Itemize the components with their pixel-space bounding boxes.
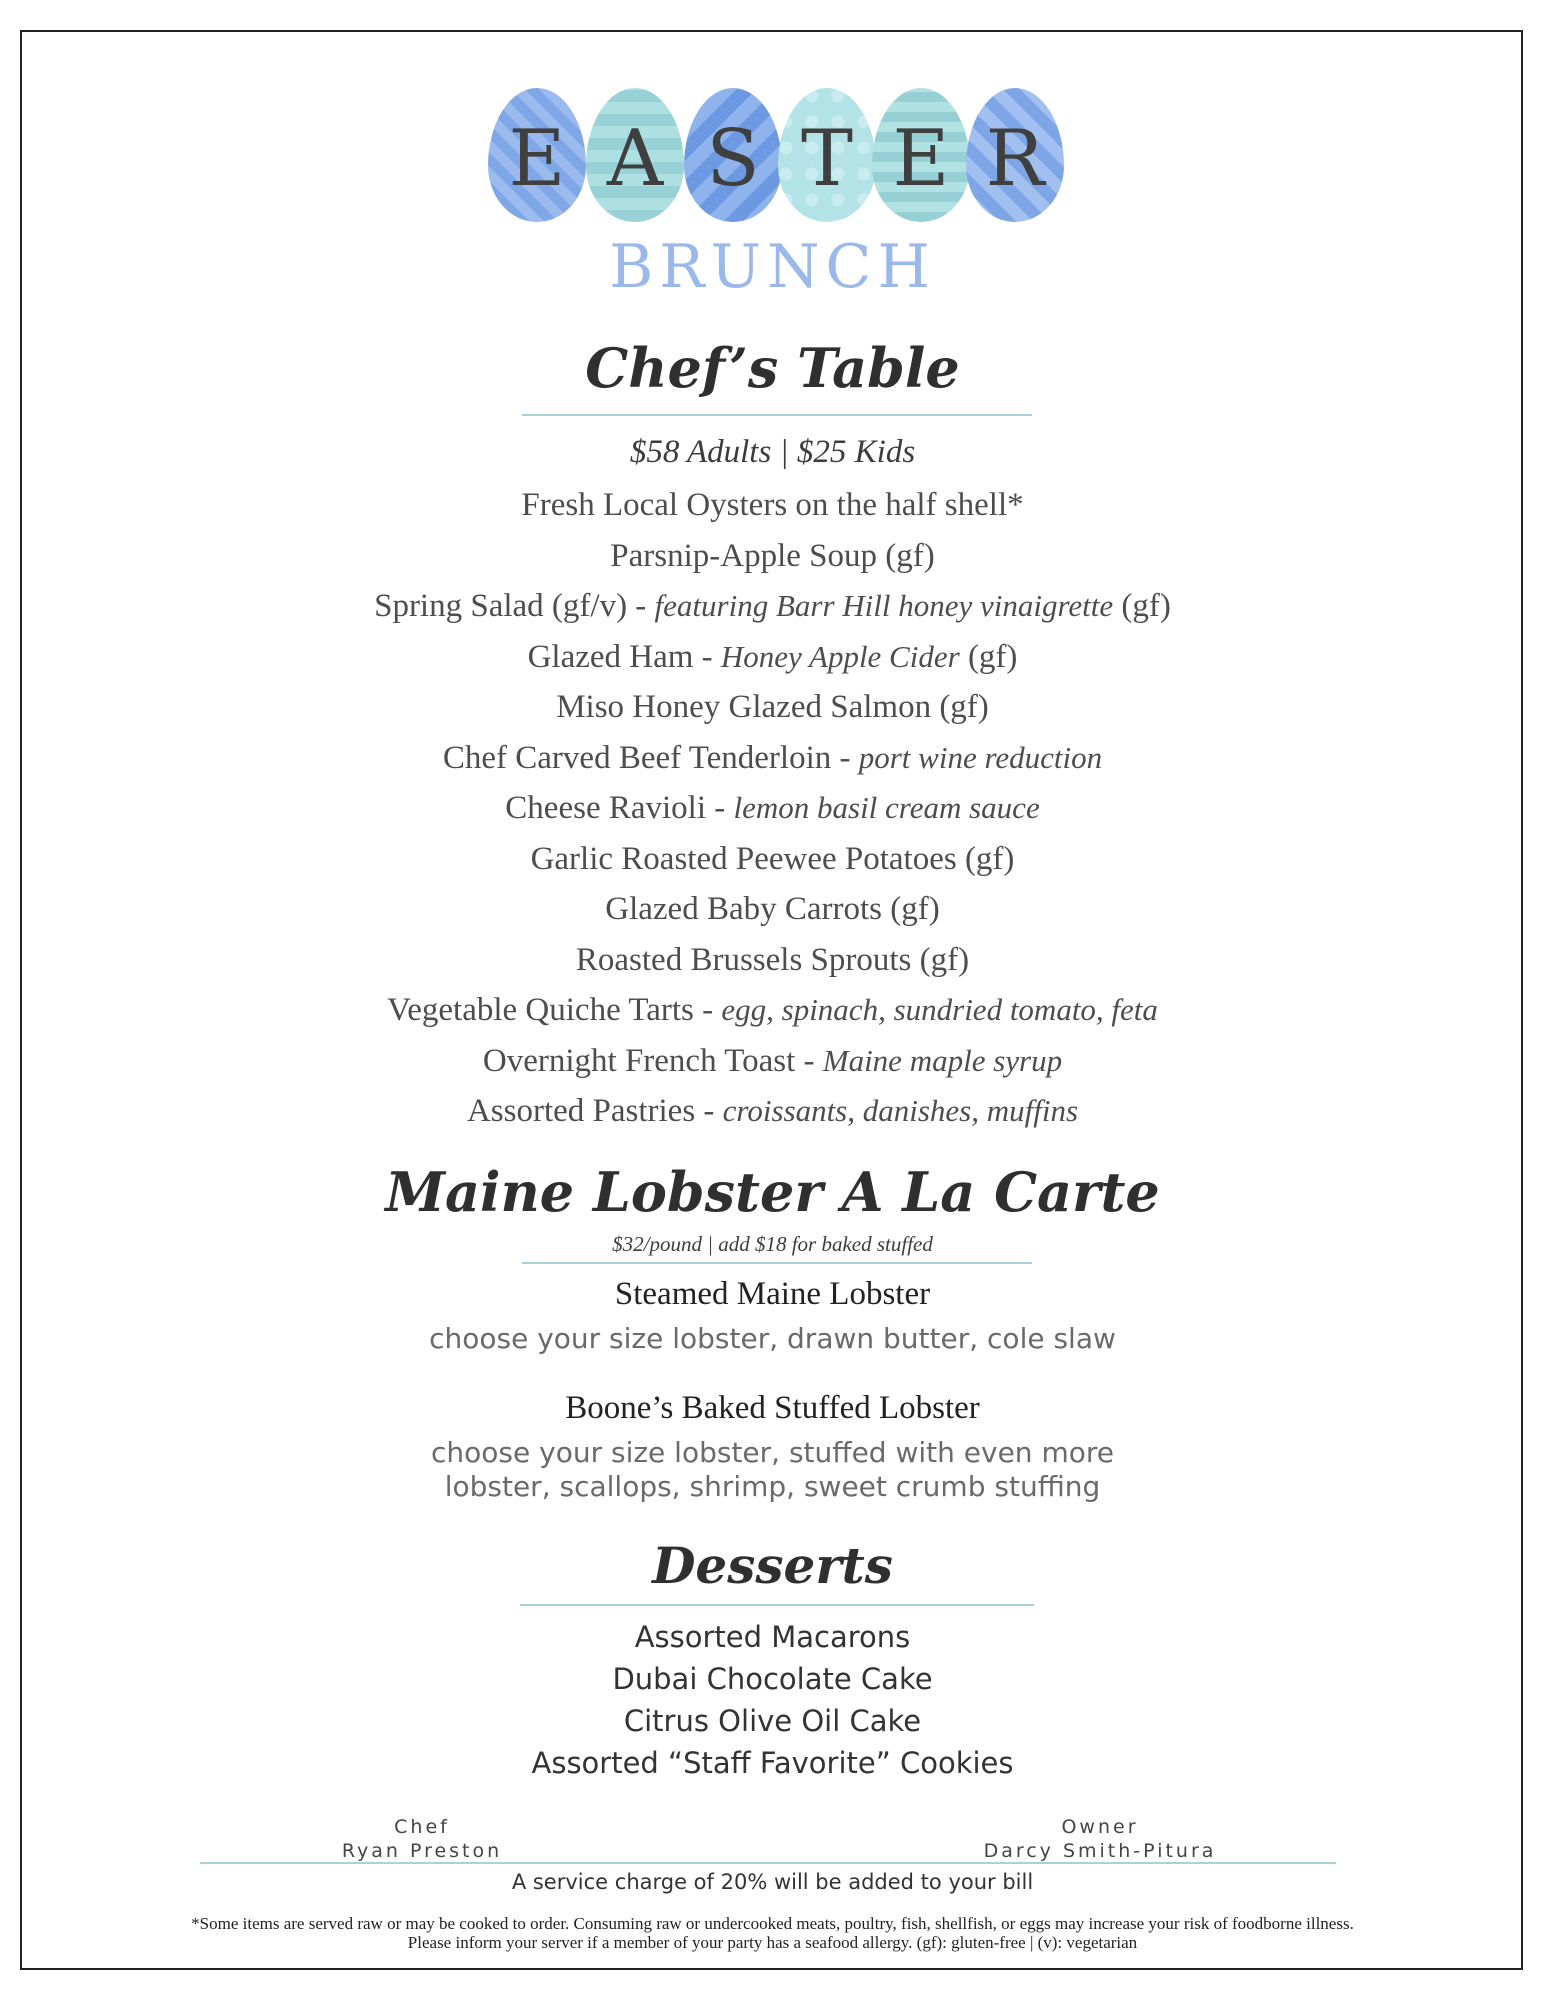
dessert-item: Assorted Macarons	[634, 1620, 911, 1654]
dessert-item: Citrus Olive Oil Cake	[623, 1704, 922, 1738]
dessert-item: Dubai Chocolate Cake	[612, 1662, 933, 1696]
brunch-subtitle: BRUNCH	[609, 232, 936, 302]
menu-item: Overnight French Toast - Maine maple syrup	[482, 1042, 1063, 1079]
service-charge-note: A service charge of 20% will be added to your bill	[511, 1870, 1034, 1894]
divider	[522, 414, 1032, 416]
dessert-item: Assorted “Staff Favorite” Cookies	[531, 1746, 1014, 1780]
menu-item: Garlic Roasted Peewee Potatoes (gf)	[530, 840, 1015, 877]
menu-item: Glazed Ham - Honey Apple Cider (gf)	[527, 638, 1018, 675]
menu-item: Fresh Local Oysters on the half shell*	[521, 487, 1024, 523]
egg-s-icon	[684, 88, 782, 222]
lobster-item-desc: choose your size lobster, drawn butter, cole slaw	[429, 1322, 1116, 1355]
logo-letter: E	[892, 114, 950, 204]
chef-signature	[322, 1815, 522, 1863]
logo-letter: S	[706, 114, 760, 204]
lobster-price: $32/pound | add $18 for baked stuffed	[612, 1232, 933, 1256]
chefs-table-items	[0, 480, 1545, 1137]
menu-item: Parsnip-Apple Soup (gf)	[610, 537, 935, 574]
owner-role: Owner	[1061, 1816, 1139, 1838]
menu-item: Glazed Baby Carrots (gf)	[605, 891, 940, 927]
logo-letter: E	[508, 114, 566, 204]
owner-name: Darcy Smith-Pitura	[983, 1840, 1217, 1862]
disclaimer	[0, 1914, 1545, 1952]
lobster-title: Maine Lobster A La Carte	[385, 1160, 1160, 1224]
menu-item: Roasted Brussels Sprouts (gf)	[575, 941, 970, 978]
divider	[520, 1604, 1034, 1606]
chef-role: Chef	[394, 1816, 450, 1838]
menu-item: Assorted Pastries - croissants, danishes, muffins	[466, 1093, 1079, 1129]
easter-logo	[488, 88, 1068, 238]
logo-letter: A	[606, 114, 664, 204]
logo-letter: R	[985, 114, 1045, 204]
disclaimer-line: *Some items are served raw or may be cooked to order. Consuming raw or undercooked meats, poultry, fish, shellfish, or eggs may increase your risk of foodborne illness.	[191, 1914, 1354, 1933]
divider	[522, 1262, 1032, 1264]
lobster-item-desc: choose your size lobster, stuffed with even more lobster, scallops, shrimp, sweet crumb stuffing	[431, 1436, 1114, 1503]
divider	[200, 1862, 1336, 1864]
chefs-table-title: Chef’s Table	[585, 336, 960, 400]
desserts-title: Desserts	[652, 1536, 893, 1595]
desserts-list	[0, 1616, 1545, 1784]
menu-item: Spring Salad (gf/v) - featuring Barr Hill honey vinaigrette (gf)	[374, 588, 1171, 624]
disclaimer-line: Please inform your server if a member of your party has a seafood allergy. (gf): gluten-free | (v): vegetarian	[407, 1933, 1138, 1952]
chefs-table-price: $58 Adults | $25 Kids	[629, 434, 916, 470]
egg-e-icon	[488, 88, 586, 222]
egg-r-icon	[966, 88, 1064, 222]
egg-e2-icon	[872, 88, 970, 222]
menu-item: Cheese Ravioli - lemon basil cream sauce	[505, 790, 1040, 826]
egg-a-icon	[586, 88, 684, 222]
egg-t-icon	[778, 88, 876, 222]
owner-signature	[960, 1815, 1240, 1863]
lobster-item-name: Boone’s Baked Stuffed Lobster	[565, 1390, 980, 1426]
menu-item: Vegetable Quiche Tarts - egg, spinach, sundried tomato, feta	[387, 992, 1158, 1028]
menu-item: Miso Honey Glazed Salmon (gf)	[556, 689, 989, 725]
chef-name: Ryan Preston	[341, 1840, 503, 1862]
menu-item: Chef Carved Beef Tenderloin - port wine reduction	[442, 739, 1103, 776]
logo-letter: T	[800, 114, 854, 204]
lobster-item-name: Steamed Maine Lobster	[614, 1276, 931, 1312]
